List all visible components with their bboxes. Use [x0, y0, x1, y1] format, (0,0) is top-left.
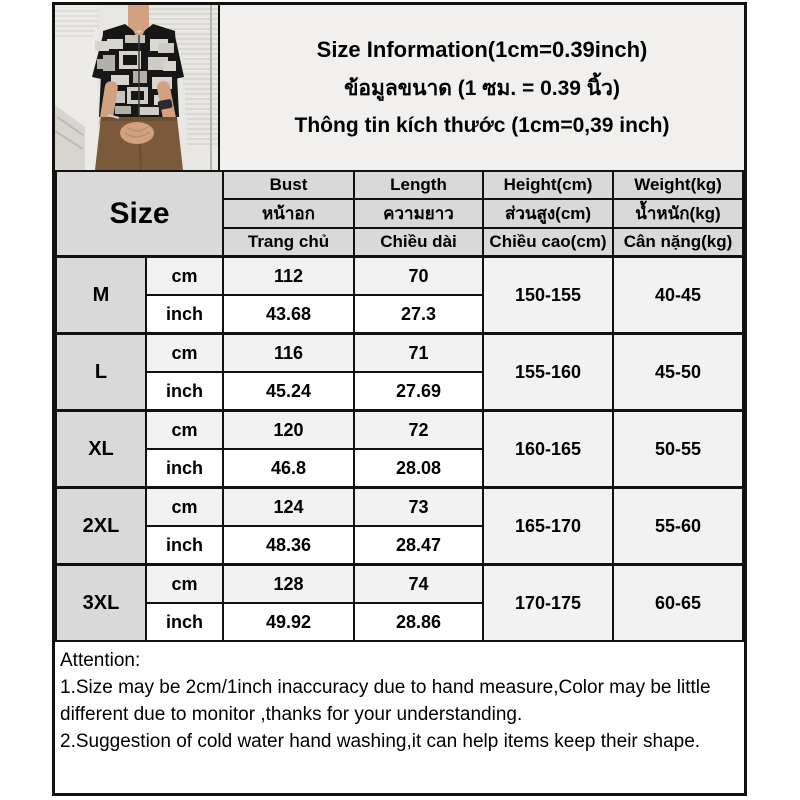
table-row-l-cm — [56, 334, 743, 373]
cell-3xl-length-inch: 28.86 — [354, 603, 483, 641]
cell-2xl-bust-inch: 48.36 — [223, 526, 354, 565]
attention-note-1: 1.Size may be 2cm/1inch inaccuracy due to hand measure,Color may be little different due to monitor ,thanks for your understanding. — [60, 676, 711, 725]
unit-cell-cm: cm — [146, 565, 223, 604]
cell-3xl-bust-inch: 49.92 — [223, 603, 354, 641]
unit-cell-inch: inch — [146, 372, 223, 411]
size-table — [55, 170, 744, 642]
size-cell-l: L — [56, 334, 146, 411]
header-length-vi: Chiều dài — [354, 228, 483, 257]
title-vietnamese: Thông tin kích thước (1cm=0,39 inch) — [294, 114, 670, 137]
size-cell-2xl: 2XL — [56, 488, 146, 565]
attention-note-2: 2.Suggestion of cold water hand washing,it can help items keep their shape. — [60, 730, 701, 752]
cell-3xl-length-cm: 74 — [354, 565, 483, 604]
header-bust-vi: Trang chủ — [223, 228, 354, 257]
size-cell-m: M — [56, 257, 146, 334]
title-thai: ข้อมูลขนาด (1 ซม. = 0.39 นิ้ว) — [344, 77, 620, 100]
cell-l-weight: 45-50 — [613, 334, 743, 411]
cell-m-length-inch: 27.3 — [354, 295, 483, 334]
cell-2xl-weight: 55-60 — [613, 488, 743, 565]
header-height-vi: Chiều cao(cm) — [483, 228, 613, 257]
cell-l-length-cm: 71 — [354, 334, 483, 373]
cell-2xl-length-cm: 73 — [354, 488, 483, 527]
size-table-header — [56, 171, 743, 257]
unit-cell-inch: inch — [146, 449, 223, 488]
size-cell-xl: XL — [56, 411, 146, 488]
cell-xl-bust-cm: 120 — [223, 411, 354, 450]
cell-l-bust-inch: 45.24 — [223, 372, 354, 411]
title-block — [220, 5, 744, 170]
table-row-3xl-cm — [56, 565, 743, 604]
unit-cell-cm: cm — [146, 334, 223, 373]
unit-cell-inch: inch — [146, 295, 223, 334]
cell-m-bust-cm: 112 — [223, 257, 354, 296]
product-photo-illustration — [55, 5, 218, 170]
unit-cell-cm: cm — [146, 488, 223, 527]
cell-2xl-height: 165-170 — [483, 488, 613, 565]
header-weight-th: น้ำหนัก(kg) — [613, 199, 743, 228]
attention-heading: Attention: — [60, 650, 141, 671]
unit-cell-cm: cm — [146, 411, 223, 450]
cell-xl-bust-inch: 46.8 — [223, 449, 354, 488]
cell-2xl-bust-cm: 124 — [223, 488, 354, 527]
product-photo — [55, 5, 220, 170]
cell-l-height: 155-160 — [483, 334, 613, 411]
unit-cell-cm: cm — [146, 257, 223, 296]
header-weight-vi: Cân nặng(kg) — [613, 228, 743, 257]
cell-2xl-length-inch: 28.47 — [354, 526, 483, 565]
attention-section — [55, 642, 744, 793]
title-section — [55, 5, 744, 170]
table-row-xl-cm — [56, 411, 743, 450]
cell-3xl-bust-cm: 128 — [223, 565, 354, 604]
cell-xl-height: 160-165 — [483, 411, 613, 488]
header-length-en: Length — [354, 171, 483, 199]
header-bust-th: หน้าอก — [223, 199, 354, 228]
cell-xl-weight: 50-55 — [613, 411, 743, 488]
cell-3xl-height: 170-175 — [483, 565, 613, 642]
header-height-th: ส่วนสูง(cm) — [483, 199, 613, 228]
cell-3xl-weight: 60-65 — [613, 565, 743, 642]
cell-l-bust-cm: 116 — [223, 334, 354, 373]
cell-m-bust-inch: 43.68 — [223, 295, 354, 334]
cell-m-height: 150-155 — [483, 257, 613, 334]
unit-cell-inch: inch — [146, 526, 223, 565]
header-weight-en: Weight(kg) — [613, 171, 743, 199]
unit-cell-inch: inch — [146, 603, 223, 641]
title-english: Size Information(1cm=0.39inch) — [316, 37, 648, 62]
header-bust-en: Bust — [223, 171, 354, 199]
content-box — [52, 2, 747, 796]
size-cell-3xl: 3XL — [56, 565, 146, 642]
header-height-en: Height(cm) — [483, 171, 613, 199]
cell-m-length-cm: 70 — [354, 257, 483, 296]
cell-m-weight: 40-45 — [613, 257, 743, 334]
cell-xl-length-inch: 28.08 — [354, 449, 483, 488]
header-length-th: ความยาว — [354, 199, 483, 228]
cell-l-length-inch: 27.69 — [354, 372, 483, 411]
size-column-header: Size — [56, 171, 223, 257]
table-row-2xl-cm — [56, 488, 743, 527]
table-row-m-cm — [56, 257, 743, 296]
cell-xl-length-cm: 72 — [354, 411, 483, 450]
